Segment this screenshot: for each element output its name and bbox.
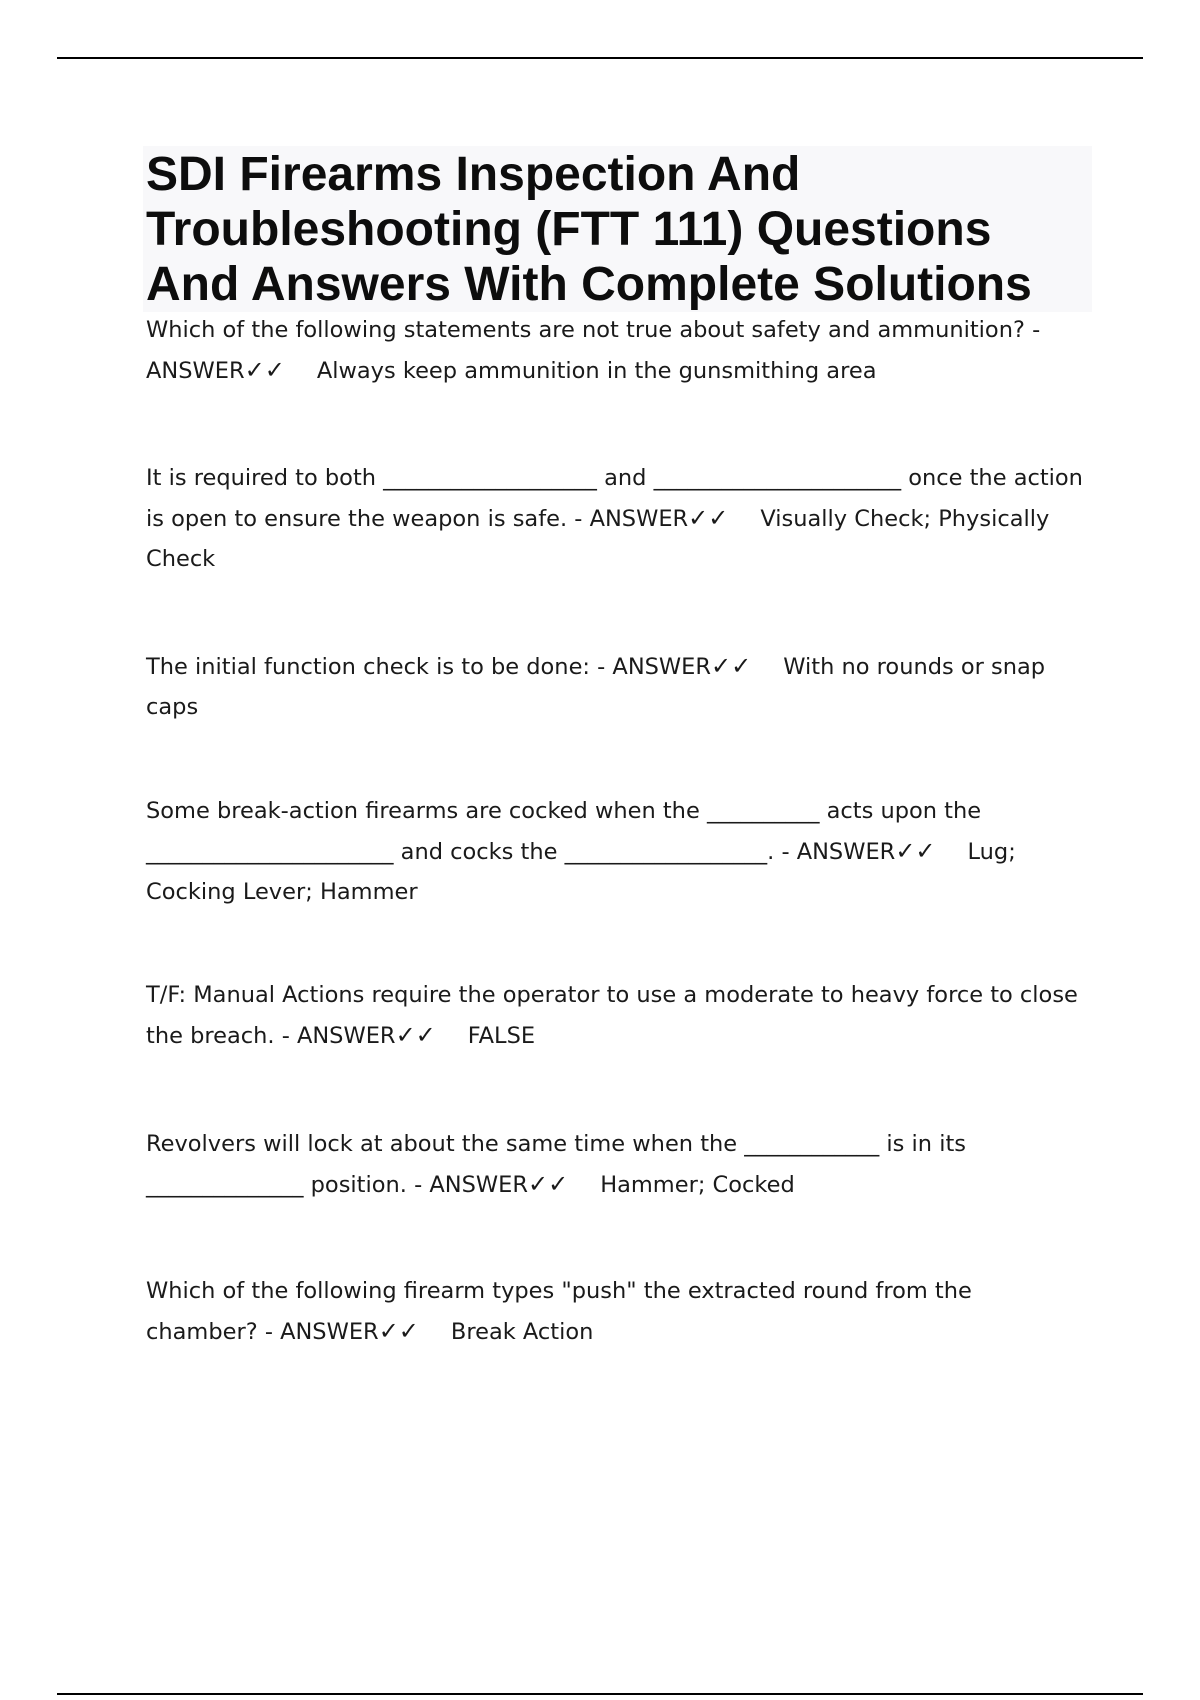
question-text: It is required to both ___________________ and ______________________ once the action is open to ensure the weapon is safe. xyxy=(146,465,1083,532)
check-marks: ✓✓ xyxy=(527,1170,569,1198)
qa-item xyxy=(146,310,1086,391)
check-marks: ✓✓ xyxy=(688,504,729,532)
answer-marker: - ANSWER xyxy=(414,1172,528,1198)
bottom-divider xyxy=(57,1693,1143,1695)
qa-item xyxy=(146,975,1086,1056)
check-marks: ✓✓ xyxy=(711,652,752,680)
question-text: Which of the following statements are not true about safety and ammunition? xyxy=(146,317,1025,343)
answer-marker: - ANSWER xyxy=(146,317,1041,384)
answer-marker: - ANSWER xyxy=(264,1319,379,1345)
check-marks: ✓✓ xyxy=(378,1317,419,1345)
question-text: The initial function check is to be done: xyxy=(146,654,590,680)
qa-item xyxy=(146,646,1086,727)
check-marks: ✓✓ xyxy=(244,356,285,384)
top-divider xyxy=(57,57,1143,59)
qa-item xyxy=(146,1124,1086,1205)
answer-text: Visually Check; Physically Check xyxy=(146,506,1050,572)
answer-text: Hammer; Cocked xyxy=(600,1172,795,1198)
answer-text: Break Action xyxy=(450,1319,594,1345)
check-marks: ✓✓ xyxy=(395,1021,436,1049)
answer-marker: - ANSWER xyxy=(281,1023,396,1049)
document-title: SDI Firearms Inspection And Troubleshooting (FTT 111) Questions And Answers With Complete Solutions xyxy=(146,148,1032,311)
answer-text: Always keep ammunition in the gunsmithing area xyxy=(316,358,877,384)
question-text: Some break-action firearms are cocked when the __________ acts upon the ______________________ and cocks the __________________. xyxy=(146,798,982,865)
answer-text: FALSE xyxy=(467,1023,536,1049)
check-marks: ✓✓ xyxy=(895,837,936,865)
qa-item xyxy=(146,458,1086,579)
qa-item xyxy=(146,791,1086,912)
answer-marker: - ANSWER xyxy=(597,654,712,680)
question-text: Revolvers will lock at about the same time when the ____________ is in its ______________ position. xyxy=(146,1131,967,1198)
question-text: T/F: Manual Actions require the operator to use a moderate to heavy force to close the breach. xyxy=(146,982,1078,1049)
answer-marker: - ANSWER xyxy=(574,506,689,532)
question-text: Which of the following firearm types "push" the extracted round from the chamber? xyxy=(146,1278,972,1345)
answer-text: With no rounds or snap caps xyxy=(146,654,1046,720)
qa-item xyxy=(146,1271,1086,1352)
answer-marker: - ANSWER xyxy=(781,839,896,865)
answer-text: Lug; Cocking Lever; Hammer xyxy=(146,839,1016,905)
